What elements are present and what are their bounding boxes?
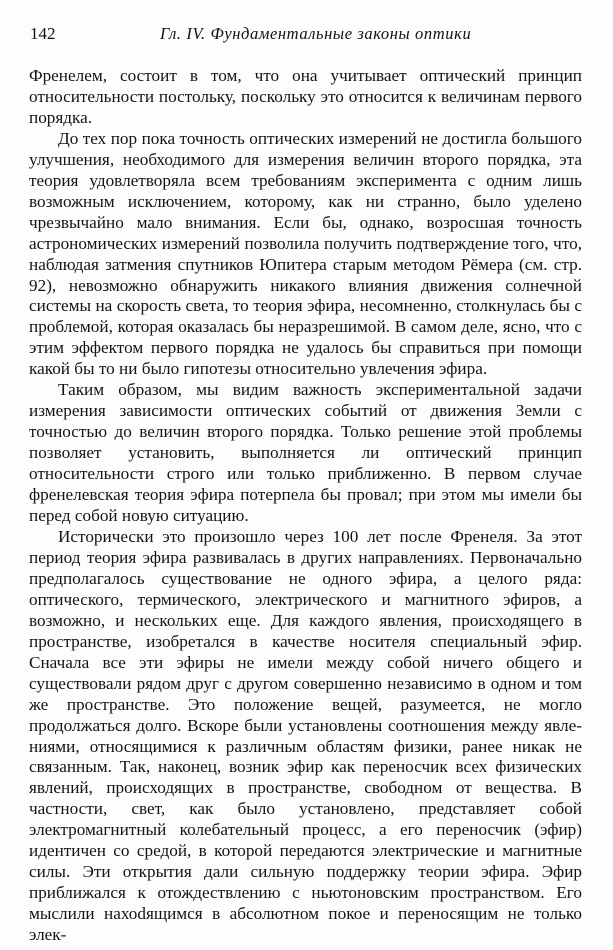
running-title: Гл. IV. Фундаментальные законы оптики bbox=[160, 24, 472, 43]
paragraph-4: Исторически это произошло через 100 лет после Френеля. За этот период теория эфира развивалась в других направлениях. Первоначально предполагалось существование не одного эфира, а целого ряда: оптического, термического, электрического и магнитного эфиров, а возможно, и нескольких еще. Для каждого явления, происходящего в пространстве, изобретался в качестве носителя специальный эфир. Сначала все эти эфиры не имели между собой ничего общего и существовали рядом друг с другом совершенно независимо в одном и том же пространстве. Это положение вещей, разумеется, не могло продолжаться долго. Вскоре были установлены соотношения между явлениями, относящимися к различным областям физики, ранее никак не связанным. Так, наконец, возник эфир как переносчик всех физических явлений, происходящих в пространстве, свободном от вещества. В частности, свет, как было установлено, представляет собой электромагнитный колебательный процесс, а его переносчик (эфир) идентичен со средой, в которой передаются электрические и магнитные силы. Эти открытия дали сильную поддержку теории эфира. Эфир приближался к отождествлению с ньютоновским пространством. Его мыслили нахоdящимся в абсолютном покое и переносящим не только элек- bbox=[29, 526, 582, 945]
page-number: 142 bbox=[30, 24, 56, 43]
page-header bbox=[30, 24, 582, 48]
paragraph-3: Таким образом, мы видим важность экспериментальной задачи измерения зависимости оптических событий от движения Земли с точностью до величин второго порядка. Только решение этой проблемы позволяет установить, выполняется ли оптический принцип относительности строго или только приближенно. В первом случае френелевская теория эфира потерпела бы провал; при этом мы имели бы перед собой новую ситуацию. bbox=[29, 380, 582, 526]
paragraph-1: Френелем, состоит в том, что она учитывает оптический принцип относительности постольку, поскольку это относится к величинам первого порядка. bbox=[29, 66, 582, 127]
body-text bbox=[29, 66, 582, 946]
paragraph-2: До тех пор пока точность оптических измерений не достигла большого улучшения, необходимого для измерения величин второго порядка, эта теория удовлетворяла всем требованиям эксперимента с одним лишь возможным исключением, которому, как ни странно, было уделено чрезвычайно мало внимания. Если бы, однако, возросшая точность астрономических измерений позволила получить подтверждение того, что, наблюдая затмения спутников Юпитера старым методом Рёмера (см. стр. 92), невозможно обнаружить никакого влияния движения солнечной системы на скорость света, то теория эфира, несомненно, столкнулась бы с проблемой, которая оказалась бы неразрешимой. В самом деле, ясно, что с этим эффектом первого порядка не удалось бы справиться при помощи какой бы то ни было гипотезы относительно увлечения эфира. bbox=[29, 128, 582, 379]
